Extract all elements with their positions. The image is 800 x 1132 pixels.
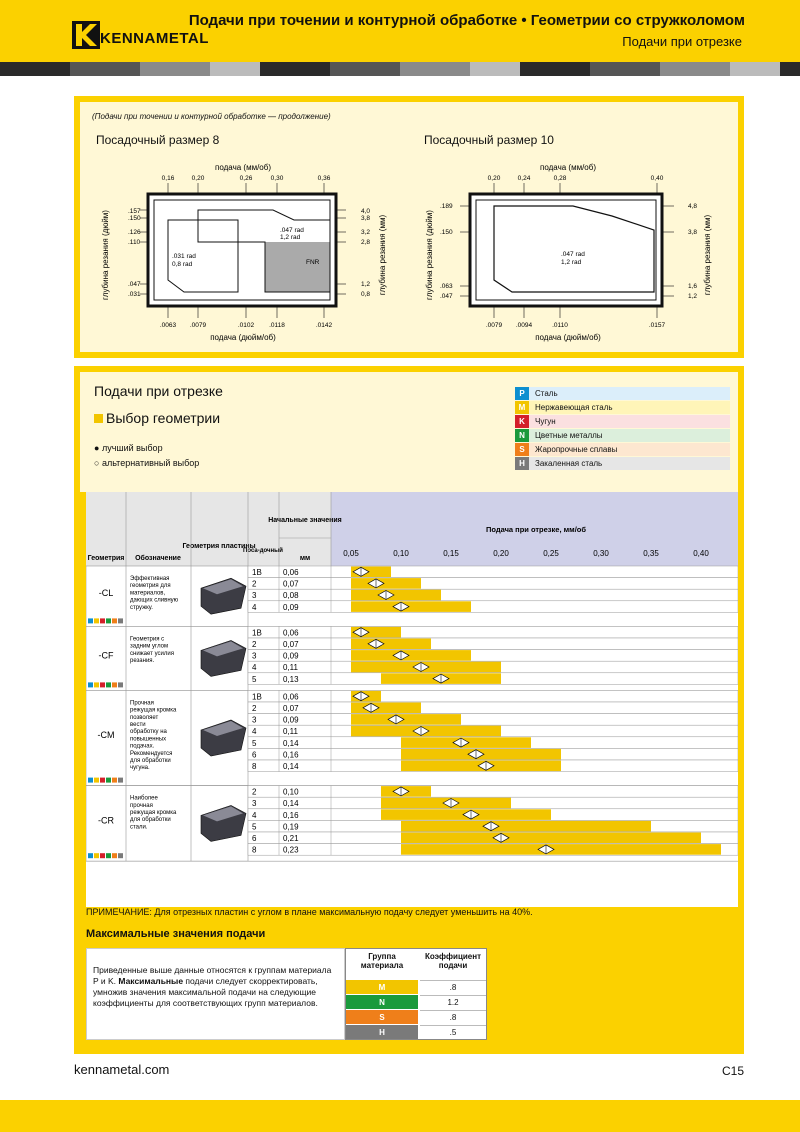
table-row xyxy=(248,589,738,601)
chart8-top-tick: 0,36 xyxy=(317,175,331,182)
max-table-h-group: Группа материала xyxy=(360,952,404,970)
chart8-bottom-tick: .0063 xyxy=(159,322,177,329)
table-row xyxy=(248,786,738,798)
legend-code: P xyxy=(515,387,529,400)
chart10-top-tick: 0,40 xyxy=(650,175,664,182)
start-value: 0,09 xyxy=(283,715,299,725)
start-value: 0,09 xyxy=(283,602,299,612)
seat-size: 5 xyxy=(252,674,257,684)
table-row xyxy=(248,650,738,662)
max-feed-text-a: Приведенные выше данные относятся к группам материала P и K. xyxy=(93,965,332,986)
table-row xyxy=(248,702,738,714)
chart10-right-tick: 1,2 xyxy=(688,293,698,300)
geometry-code: -CM xyxy=(97,730,115,740)
start-value: 0,14 xyxy=(283,738,299,748)
chart10-right-tick: 4,8 xyxy=(688,203,698,210)
chart8-left-tick: .110 xyxy=(128,239,141,246)
legend-label: Сталь xyxy=(529,387,730,400)
table-row xyxy=(248,714,738,726)
chart10-bottom-tick: .0094 xyxy=(515,322,533,329)
max-feed-title: Максимальные значения подачи xyxy=(86,928,266,940)
material-dot xyxy=(112,618,117,623)
chart10-label: .047 rad xyxy=(561,251,585,258)
seat-size: 4 xyxy=(252,727,257,737)
seat-size: 3 xyxy=(252,651,257,661)
legend-row-h xyxy=(515,457,730,470)
alt-choice-key xyxy=(94,458,199,468)
material-dot xyxy=(100,618,105,623)
chart8-top-tick: 0,30 xyxy=(270,175,284,182)
feed-scale-tick: 0,40 xyxy=(693,549,709,558)
chart10-left-tick: .063 xyxy=(440,283,453,290)
material-dot xyxy=(112,853,117,858)
material-dot xyxy=(94,618,99,623)
chart8-left-tick: .047 xyxy=(128,281,141,288)
chart10-top-tick: 0,24 xyxy=(517,175,531,182)
seat-size: 6 xyxy=(252,750,257,760)
legend-label: Закаленная сталь xyxy=(529,457,730,470)
table-row xyxy=(248,578,738,590)
chart8-bottom-tick: .0118 xyxy=(269,322,285,329)
chart10-top-label: подача (мм/об) xyxy=(540,163,596,172)
col-header-seat: Поса-дочный xyxy=(243,548,283,554)
geometry-select-heading xyxy=(94,410,220,426)
chart8-right-tick: 3,2 xyxy=(361,229,371,236)
seat-size: 1B xyxy=(252,692,262,702)
chart8 xyxy=(88,150,408,350)
material-dot xyxy=(112,682,117,687)
material-dot xyxy=(88,778,93,783)
material-dot xyxy=(106,682,111,687)
max-feed-text-bold: Максимальные xyxy=(118,976,184,986)
col-header-designation: Обозначение xyxy=(135,555,181,562)
continued-note: (Подачи при точении и контурной обработке — продолжение) xyxy=(92,112,331,121)
feed-range-bar xyxy=(351,714,461,725)
legend-code: H xyxy=(515,457,529,470)
chart8-left-tick: .031 xyxy=(128,291,141,298)
col-header-mm: мм xyxy=(299,555,311,562)
table-row xyxy=(248,566,738,578)
chart8-right-tick: 4,0 xyxy=(361,208,371,215)
chart8-right-tick: 3,8 xyxy=(361,215,371,222)
seat-size: 5 xyxy=(252,738,257,748)
chart8-right-tick: 0,8 xyxy=(361,291,371,298)
material-dot xyxy=(100,778,105,783)
chart8-label: FNR xyxy=(306,259,320,266)
page-subtitle: Подачи при отрезке xyxy=(622,34,742,49)
start-value: 0,08 xyxy=(283,591,299,601)
seat-size: 3 xyxy=(252,591,257,601)
chart8-left-label: глубина резания (дюйм) xyxy=(101,210,110,300)
chart8-bottom-tick: .0142 xyxy=(315,322,333,329)
material-dot xyxy=(88,682,93,687)
feed-range-bar xyxy=(401,844,721,855)
legend-label: Чугун xyxy=(529,415,730,428)
feed-range-bar xyxy=(351,601,471,612)
chart8-label: 1,2 rad xyxy=(280,234,301,241)
max-row-code: M xyxy=(346,980,418,994)
material-dot xyxy=(94,853,99,858)
material-dot xyxy=(118,618,123,623)
chart8-top-tick: 0,26 xyxy=(239,175,253,182)
geometry-code: -CR xyxy=(98,815,114,826)
page-number: C15 xyxy=(721,1064,744,1078)
material-dot xyxy=(100,853,105,858)
seat-size: 3 xyxy=(252,715,257,725)
chart10-title: Посадочный размер 10 xyxy=(424,133,554,147)
material-dot xyxy=(94,778,99,783)
seat-size: 4 xyxy=(252,663,257,673)
legend-code: M xyxy=(515,401,529,414)
legend-label: Жаропрочные сплавы xyxy=(529,443,730,456)
geometry-description: Эффективная геометрия для материалов, дающих сливную стружку. xyxy=(130,576,179,611)
feed-scale-tick: 0,25 xyxy=(543,549,559,558)
feed-scale-tick: 0,30 xyxy=(593,549,609,558)
header-stripes xyxy=(0,62,800,76)
start-value: 0,07 xyxy=(283,579,299,589)
cutoff-table xyxy=(86,492,738,907)
max-row-code: N xyxy=(346,995,418,1009)
chart8-top-label: подача (мм/об) xyxy=(215,163,271,172)
legend-row-m xyxy=(515,401,730,414)
legend-row-s xyxy=(515,443,730,456)
start-value: 0,16 xyxy=(283,750,299,760)
feed-scale-tick: 0,05 xyxy=(343,549,359,558)
best-choice-label: лучший выбор xyxy=(101,443,163,453)
geometry-description: Наиболее прочная режущая кромка для обработки стали. xyxy=(130,795,177,831)
start-value: 0,14 xyxy=(283,799,299,809)
chart10-top-tick: 0,20 xyxy=(487,175,501,182)
chart10-bottom-tick: .0110 xyxy=(552,322,568,329)
best-choice-key xyxy=(94,443,163,453)
seat-size: 4 xyxy=(252,602,257,612)
legend-code: S xyxy=(515,443,529,456)
table-row xyxy=(248,601,738,613)
material-dot xyxy=(118,682,123,687)
material-dot xyxy=(112,778,117,783)
legend-row-k xyxy=(515,415,730,428)
chart10-right-tick: 1,6 xyxy=(688,283,698,290)
seat-size: 3 xyxy=(252,799,257,809)
start-value: 0,11 xyxy=(283,663,298,673)
chart8-label: .031 rad xyxy=(172,253,196,260)
legend-row-n xyxy=(515,429,730,442)
feed-scale-tick: 0,35 xyxy=(643,549,659,558)
legend-code: K xyxy=(515,415,529,428)
material-dot xyxy=(88,618,93,623)
seat-size: 8 xyxy=(252,762,257,771)
feed-scale-tick: 0,15 xyxy=(443,549,459,558)
chart8-title: Посадочный размер 8 xyxy=(96,133,220,147)
start-value: 0,19 xyxy=(283,822,299,832)
chart8-right-label: глубина резания (мм) xyxy=(378,214,387,296)
chart10-left-label: глубина резания (дюйм) xyxy=(425,210,434,300)
max-row-coef: .5 xyxy=(420,1025,486,1039)
chart10-top-tick: 0,28 xyxy=(553,175,567,182)
legend-label: Цветные металлы xyxy=(529,429,730,442)
chart8-label: 0,8 rad xyxy=(172,261,193,268)
start-value: 0,06 xyxy=(283,568,299,577)
chart10-bottom-tick: .0079 xyxy=(485,322,503,329)
feed-range-bar xyxy=(351,590,441,601)
seat-size: 5 xyxy=(252,822,257,832)
chart8-left-tick: .157 xyxy=(128,208,141,215)
chart8-top-tick: 0,20 xyxy=(191,175,205,182)
seat-size: 2 xyxy=(252,704,257,713)
seat-size: 1B xyxy=(252,628,262,638)
start-value: 0,07 xyxy=(283,704,299,713)
col-header-start: Начальные значения xyxy=(268,517,342,524)
chart8-label: .047 rad xyxy=(280,227,304,234)
chart8-right-tick: 2,8 xyxy=(361,239,371,246)
feed-range-bar xyxy=(351,703,421,714)
start-value: 0,06 xyxy=(283,692,299,702)
footer-site[interactable]: kennametal.com xyxy=(74,1062,170,1077)
max-row-code: H xyxy=(346,1025,418,1039)
max-row-code: S xyxy=(346,1010,418,1024)
material-dot xyxy=(106,778,111,783)
start-value: 0,21 xyxy=(283,834,299,843)
chart8-left-tick: .126 xyxy=(128,229,141,236)
material-dot xyxy=(88,853,93,858)
seat-size: 2 xyxy=(252,579,257,589)
feed-range-bar xyxy=(401,833,701,844)
material-dot xyxy=(106,618,111,623)
col-header-insert: Геометрия пластины xyxy=(182,543,256,550)
geometry-code: -CF xyxy=(98,650,114,661)
chart10-right-label: глубина резания (мм) xyxy=(703,214,712,296)
start-value: 0,13 xyxy=(283,674,299,684)
seat-size: 2 xyxy=(252,787,257,797)
max-table-h-coef: Коэффициент подачи xyxy=(424,952,482,970)
chart10-left-tick: .047 xyxy=(440,293,453,300)
max-feed-text-box xyxy=(86,948,345,1040)
table-row xyxy=(248,626,738,638)
start-value: 0,14 xyxy=(283,762,299,771)
max-row-coef: 1.2 xyxy=(420,995,486,1009)
seat-size: 6 xyxy=(252,834,257,843)
feed-scale-tick: 0,10 xyxy=(393,549,409,558)
feed-scale-tick: 0,20 xyxy=(493,549,509,558)
chart10-bottom-tick: .0157 xyxy=(648,322,666,329)
seat-size: 8 xyxy=(252,845,257,855)
feed-range-bar xyxy=(351,639,431,650)
material-dot xyxy=(100,682,105,687)
chart8-top-tick: 0,16 xyxy=(161,175,175,182)
open-dot-icon: ○ xyxy=(94,458,102,468)
geometry-description: Прочная режущая кромка позволяет вести обработку на повышенных подачах. Рекомендуется для обработки чугуна. xyxy=(130,700,177,772)
chart10-right-tick: 3,8 xyxy=(688,229,698,236)
max-feed-text-b: подачи следует скорректировать, умножив значения максимальной подачи на следующие коэффициенты для соответствующих групп материалов. xyxy=(93,976,318,1008)
footer-band xyxy=(0,1100,800,1132)
col-header-geometry: Геометрия xyxy=(87,555,125,562)
feed-range-bar xyxy=(401,821,651,832)
table-row xyxy=(248,690,738,702)
material-dot xyxy=(94,682,99,687)
feed-range-bar xyxy=(351,650,471,661)
alt-choice-label: альтернативный выбор xyxy=(101,458,200,468)
chart8-left-tick: .150 xyxy=(128,215,141,222)
start-value: 0,07 xyxy=(283,640,299,649)
start-value: 0,23 xyxy=(283,845,299,855)
note-text: ПРИМЕЧАНИЕ: Для отрезных пластин с углом в плане максимальную подачу следует уменьшить на 40%. xyxy=(86,907,533,917)
max-row-coef: .8 xyxy=(420,1010,486,1024)
legend-row-p xyxy=(515,387,730,400)
filled-dot-icon: ● xyxy=(94,443,102,453)
chart8-bottom-tick: .0079 xyxy=(189,322,207,329)
material-dot xyxy=(118,853,123,858)
chart8-bottom-label: подача (дюйм/об) xyxy=(210,333,276,342)
start-value: 0,16 xyxy=(283,810,299,820)
chart8-bottom-tick: .0102 xyxy=(237,322,255,329)
table-row xyxy=(248,638,738,650)
chart10-bottom-label: подача (дюйм/об) xyxy=(535,333,601,342)
material-dot xyxy=(118,778,123,783)
start-value: 0,11 xyxy=(283,727,298,737)
geometry-select-label: Выбор геометрии xyxy=(106,410,221,426)
chart10 xyxy=(418,150,738,350)
col-header-feed: Подача при отрезке, мм/об xyxy=(485,525,587,534)
cutoff-title: Подачи при отрезке xyxy=(94,383,223,399)
start-value: 0,09 xyxy=(283,651,299,661)
start-value: 0,10 xyxy=(283,787,299,797)
seat-size: 1B xyxy=(252,568,262,577)
geometry-description: Геометрия с задним углом снижает усилия резания. xyxy=(130,636,174,664)
material-dot xyxy=(106,853,111,858)
feed-range-bar xyxy=(351,578,421,589)
chart10-left-tick: .189 xyxy=(440,203,453,210)
legend-label: Нержавеющая сталь xyxy=(529,401,730,414)
k-logo-icon xyxy=(72,21,100,49)
start-value: 0,06 xyxy=(283,628,299,638)
chart10-label: 1,2 rad xyxy=(561,259,582,266)
chart8-right-tick: 1,2 xyxy=(361,281,371,288)
yellow-square-icon xyxy=(94,414,103,423)
page-title: Подачи при точении и контурной обработке • Геометрии со стружколомом xyxy=(188,12,745,29)
chart10-left-tick: .150 xyxy=(440,229,453,236)
legend-code: N xyxy=(515,429,529,442)
brand-name: KENNAMETAL xyxy=(100,29,209,47)
geometry-code: -CL xyxy=(98,588,114,599)
seat-size: 4 xyxy=(252,810,257,820)
seat-size: 2 xyxy=(252,640,257,649)
max-row-coef: .8 xyxy=(420,980,486,994)
